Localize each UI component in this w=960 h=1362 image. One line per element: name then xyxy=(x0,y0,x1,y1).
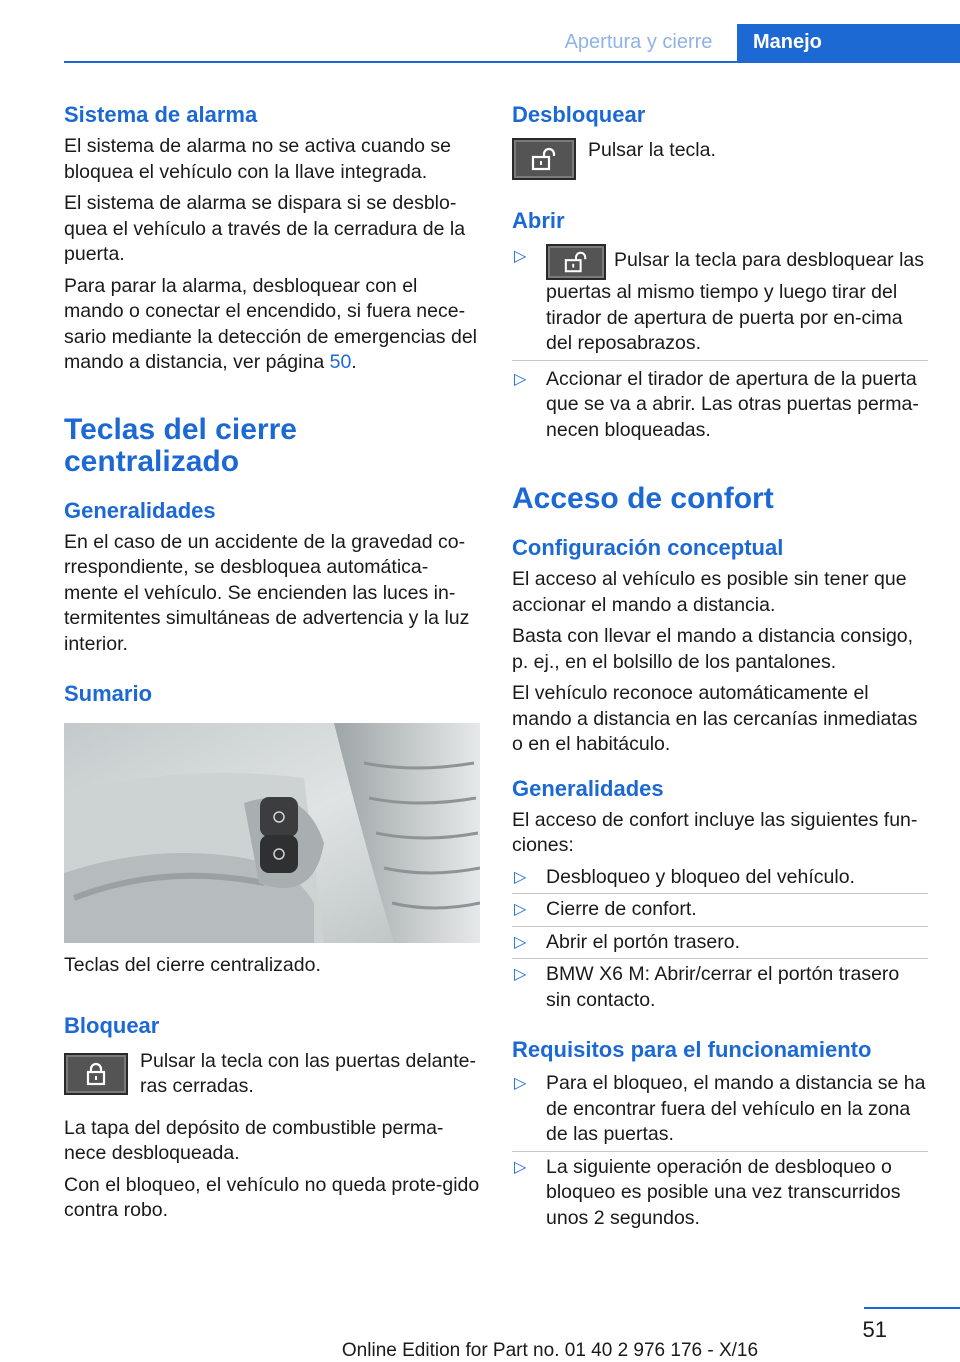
open-item-1-text: Pulsar la tecla para desbloquear las puertas al mismo tiempo y luego tirar del tirador de apertura de puerta por en‐cima del reposabrazos. xyxy=(546,249,925,354)
requirements-list xyxy=(512,1071,928,1231)
unlock-button-image xyxy=(512,138,576,180)
general-item-2-text: Cierre de confort. xyxy=(546,898,697,920)
triangle-right-icon: ▷ xyxy=(514,868,527,886)
triangle-right-icon: ▷ xyxy=(514,248,527,265)
list-item xyxy=(512,1071,928,1148)
triangle-right-icon: ▷ xyxy=(514,933,527,951)
general-item-4-text: BMW X6 M: Abrir/cerrar el portón trasero sin contacto. xyxy=(546,963,900,1011)
triangle-right-icon: ▷ xyxy=(514,901,527,918)
alarm-paragraph-2: El sistema de alarma se dispara si se desblo‐quea el vehículo a través de la cerradura de la puerta. xyxy=(64,192,466,265)
general-item-3-text: Abrir el portón trasero. xyxy=(546,930,741,953)
list-item xyxy=(512,1155,928,1232)
header-chapter-tab: Manejo xyxy=(737,24,960,61)
general-paragraph-right: El acceso de confort incluye las siguientes fun‐ciones: xyxy=(512,808,918,856)
requirement-item-1-text: Para el bloqueo, el mando a distancia se ha de encontrar fuera del vehículo en la zona de las puertas. xyxy=(546,1072,926,1145)
open-heading: Abrir xyxy=(512,208,565,233)
list-item xyxy=(512,897,928,923)
list-divider xyxy=(512,1151,928,1152)
list-item xyxy=(512,367,928,444)
unlock-icon xyxy=(563,250,589,274)
unlock-row xyxy=(512,138,928,180)
lock-row xyxy=(64,1049,482,1106)
triangle-right-icon: ▷ xyxy=(514,1075,527,1092)
lock-instruction: Pulsar la tecla con las puertas delante‐ras cerradas. xyxy=(140,1049,477,1097)
requirement-item-2-text: La siguiente operación de desbloqueo o bloqueo es posible una vez transcurridos unos 2 segundos. xyxy=(546,1155,901,1229)
door-panel-illustration xyxy=(64,723,480,943)
alarm-paragraph-1: El sistema de alarma no se activa cuando se bloquea el vehículo con la llave integrada. xyxy=(64,135,451,183)
summary-heading: Sumario xyxy=(64,681,153,706)
list-divider xyxy=(512,893,928,894)
edition-footer: Online Edition for Part no. 01 40 2 976 176 - X/16 xyxy=(341,1340,759,1361)
open-item-2-text: Accionar el tirador de apertura de la puerta que se va a abrir. Las otras puertas perma‐necen bloqueadas. xyxy=(546,367,919,441)
comfort-access-heading: Acceso de confort xyxy=(512,482,774,515)
concept-heading: Configuración conceptual xyxy=(512,535,784,560)
footer-rule xyxy=(864,1307,960,1309)
concept-paragraph-2: Basta con llevar el mando a distancia consigo, p. ej., en el bolsillo de los pantalones. xyxy=(512,625,914,673)
list-item xyxy=(512,930,928,956)
lock-icon xyxy=(83,1061,109,1087)
photo-caption: Teclas del cierre centralizado. xyxy=(64,954,321,976)
lock-heading: Bloquear xyxy=(64,1012,160,1038)
general-heading-right: Generalidades xyxy=(512,775,664,801)
general-list xyxy=(512,865,928,1014)
general-heading-left: Generalidades xyxy=(64,497,216,523)
alarm-heading: Sistema de alarma xyxy=(64,102,258,127)
unlock-heading: Desbloquear xyxy=(512,102,646,127)
triangle-right-icon: ▷ xyxy=(514,966,527,983)
alarm-paragraph-3 xyxy=(64,274,482,376)
triangle-right-icon: ▷ xyxy=(514,370,527,388)
right-column xyxy=(512,100,928,1231)
lock-paragraph-1: La tapa del depósito de combustible perma‐nece desbloqueada. xyxy=(64,1116,444,1164)
page-number: 51 xyxy=(862,1317,887,1342)
central-locking-photo xyxy=(64,723,480,943)
general-paragraph-left: En el caso de un accidente de la gravedad co‐rrespondiente, se desbloquea automática‐mente el vehículo. Se encienden las luces in‐termitentes simultáneas de advertencia y la luz interior. xyxy=(64,530,470,655)
concept-paragraph-3: El vehículo reconoce automáticamente el mando a distancia en las cercanías inmediatas o en el habitáculo. xyxy=(512,682,918,755)
unlock-button-image-inline xyxy=(546,244,606,280)
requirements-heading: Requisitos para el funcionamiento xyxy=(512,1037,872,1062)
list-divider xyxy=(512,360,928,361)
unlock-instruction: Pulsar la tecla. xyxy=(588,139,716,161)
central-locking-heading xyxy=(64,414,482,478)
list-item xyxy=(512,962,928,1013)
central-locking-heading-line-1: Teclas del cierre xyxy=(64,412,297,446)
header-section-tab: Apertura y cierre xyxy=(564,31,713,53)
list-item xyxy=(512,865,928,891)
list-divider xyxy=(512,958,928,959)
open-list xyxy=(512,244,928,443)
lock-paragraph-2: Con el bloqueo, el vehículo no queda prote‐gido contra robo. xyxy=(64,1173,480,1221)
unlock-icon xyxy=(530,146,558,172)
list-divider xyxy=(512,926,928,927)
lock-button-image xyxy=(64,1053,128,1095)
page-reference-link[interactable]: 50 xyxy=(329,351,352,373)
central-locking-heading-line-2: centralizado xyxy=(64,444,240,478)
left-column xyxy=(64,100,482,1230)
list-item xyxy=(512,244,928,357)
general-item-1-text: Desbloqueo y bloqueo del vehículo. xyxy=(546,865,855,888)
alarm-paragraph-3-end: . xyxy=(351,351,357,373)
triangle-right-icon: ▷ xyxy=(514,1158,527,1176)
concept-paragraph-1: El acceso al vehículo es posible sin tener que accionar el mando a distancia. xyxy=(512,568,907,616)
header-rule xyxy=(64,61,960,63)
alarm-paragraph-3-text: Para parar la alarma, desbloquear con el mando o conectar el encendido, si fuera nece‐sario mediante la detección de emergencias del mando a distancia, ver página xyxy=(64,274,477,373)
